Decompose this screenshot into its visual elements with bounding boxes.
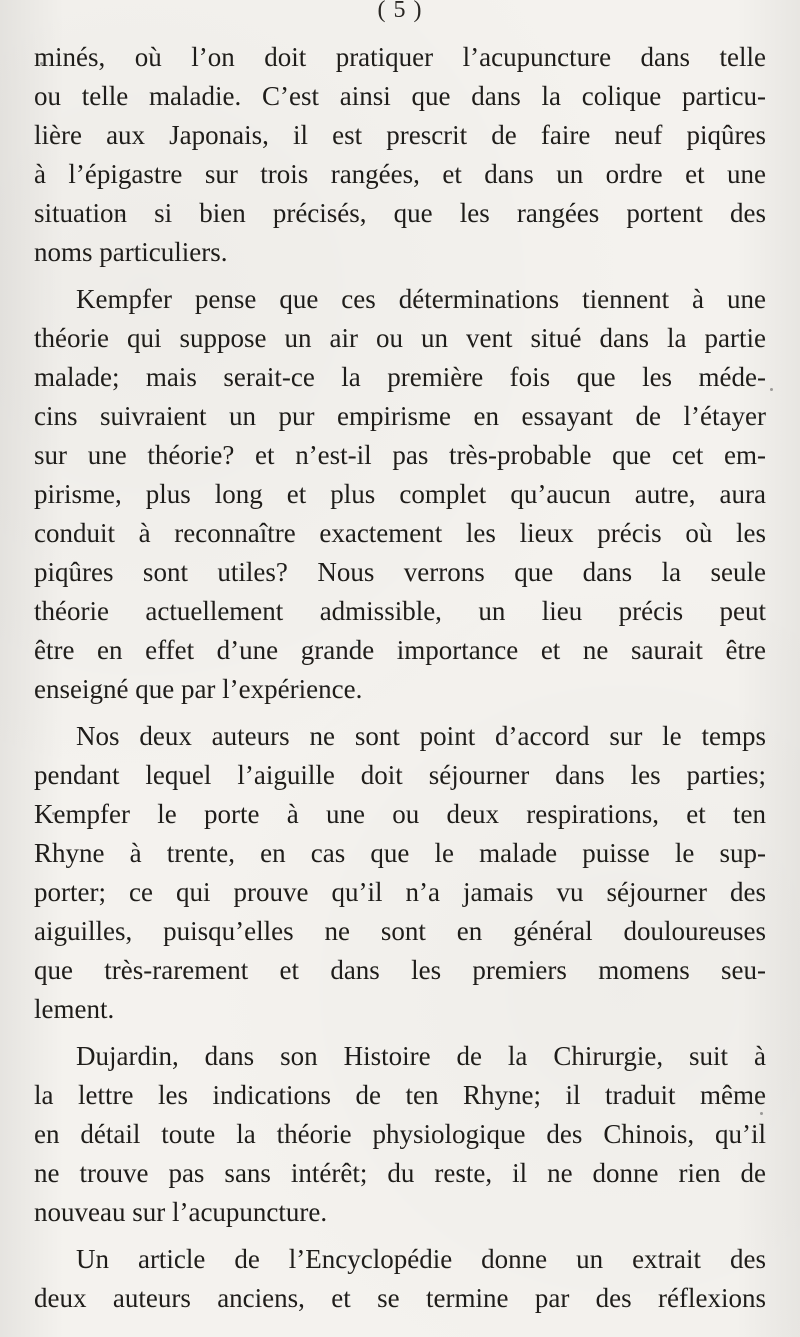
- paragraph-2-line-11: enseigné que par l’expérience.: [34, 674, 363, 704]
- paragraph-2-line-9: théorie actuellement admissible, un lieu précis peut: [34, 596, 766, 626]
- paragraph-2-line-10: être en effet d’une grande importance et ne saurait être: [34, 635, 766, 665]
- paragraph-gap: [34, 272, 766, 280]
- paragraph-1: [34, 38, 766, 272]
- paragraph-5-line-1: Un article de l’Encyclopédie donne un extrait des: [76, 1244, 766, 1274]
- paragraph-gap: [34, 709, 766, 717]
- paragraph-5: [34, 1240, 766, 1318]
- paragraph-1-line-2: ou telle maladie. C’est ainsi que dans la colique particu-: [34, 81, 766, 111]
- paragraph-3-line-7: que très-rarement et dans les premiers momens seu-: [34, 955, 766, 985]
- paragraph-3-line-2: pendant lequel l’aiguille doit séjourner dans les parties;: [34, 760, 766, 790]
- paragraph-2-line-8: piqûres sont utiles? Nous verrons que dans la seule: [34, 557, 766, 587]
- paragraph-1-line-1: minés, où l’on doit pratiquer l’acupuncture dans telle: [34, 42, 766, 72]
- paper-speck: [760, 1112, 763, 1115]
- paragraph-5-line-2: deux auteurs anciens, et se termine par des réflexions: [34, 1283, 766, 1313]
- paragraph-2-line-3: malade; mais serait-ce la première fois que les méde-: [34, 362, 766, 392]
- paper-speck: [40, 62, 43, 65]
- paragraph-2-line-2: théorie qui suppose un air ou un vent situé dans la partie: [34, 323, 766, 353]
- paragraph-3-line-8: lement.: [34, 994, 115, 1024]
- page-number: ( 5 ): [377, 0, 423, 23]
- paragraph-2-line-7: conduit à reconnaître exactement les lieux précis où les: [34, 518, 766, 548]
- paragraph-2-line-4: cins suivraient un pur empirisme en essayant de l’étayer: [34, 401, 766, 431]
- paragraph-3: [34, 717, 766, 1029]
- paragraph-4-line-2: la lettre les indications de ten Rhyne; il traduit même: [34, 1080, 766, 1110]
- paper-speck: [770, 388, 773, 391]
- body-text: [34, 38, 766, 1318]
- paragraph-2-line-6: pirisme, plus long et plus complet qu’aucun autre, aura: [34, 479, 766, 509]
- paragraph-2-line-5: sur une théorie? et n’est-il pas très-probable que cet em-: [34, 440, 766, 470]
- paragraph-1-line-3: lière aux Japonais, il est prescrit de faire neuf piqûres: [34, 120, 766, 150]
- paragraph-4: [34, 1037, 766, 1232]
- paragraph-gap: [34, 1029, 766, 1037]
- paragraph-3-line-5: porter; ce qui prouve qu’il n’a jamais vu séjourner des: [34, 877, 766, 907]
- paragraph-3-line-6: aiguilles, puisqu’elles ne sont en général douloureuses: [34, 916, 766, 946]
- paragraph-4-line-3: en détail toute la théorie physiologique des Chinois, qu’il: [34, 1119, 766, 1149]
- paragraph-3-line-3: Kempfer le porte à une ou deux respirations, et ten: [34, 799, 766, 829]
- paragraph-1-line-4: à l’épigastre sur trois rangées, et dans un ordre et une: [34, 159, 766, 189]
- paragraph-4-line-4: ne trouve pas sans intérêt; du reste, il ne donne rien de: [34, 1158, 766, 1188]
- paragraph-4-line-1: Dujardin, dans son Histoire de la Chirurgie, suit à: [76, 1041, 766, 1071]
- paper-speck: [52, 812, 55, 815]
- paragraph-1-line-5: situation si bien précisés, que les rangées portent des: [34, 198, 766, 228]
- paragraph-4-line-5: nouveau sur l’acupuncture.: [34, 1197, 328, 1227]
- paragraph-1-line-6: noms particuliers.: [34, 237, 228, 267]
- paragraph-2: [34, 280, 766, 709]
- paper-speck: [120, 214, 123, 217]
- paragraph-3-line-1: Nos deux auteurs ne sont point d’accord sur le temps: [76, 721, 766, 751]
- paragraph-gap: [34, 1232, 766, 1240]
- paragraph-2-line-1: Kempfer pense que ces déterminations tiennent à une: [76, 284, 766, 314]
- paragraph-3-line-4: Rhyne à trente, en cas que le malade puisse le sup-: [34, 838, 766, 868]
